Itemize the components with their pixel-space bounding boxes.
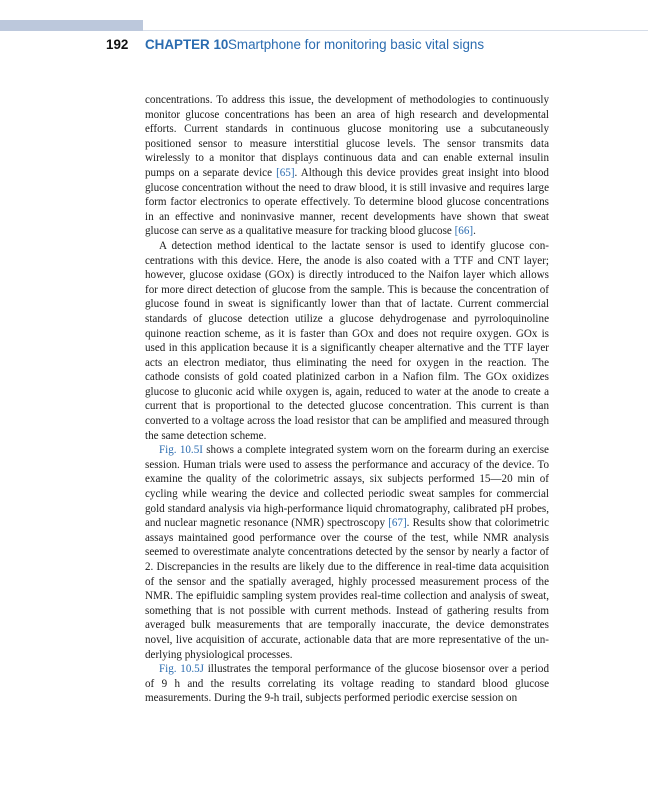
paragraph-text: . Results show that colorimetric assays maintained good performance over the course of the test, while NMR analysis seemed to overestimate analyte concentrations detected by the sensor by nearly a factor of 2. Discrepancies in the results are likely due to the difference in real-time data acquisition of the sensor and the spatially averaged, highly processed measurement process of the NMR. The epifluidic sampling system provides real-time collection and analysis of sweat, something that is not possible with current methods. Instead of gathering results from averaged bulk measurements that are temporally inaccurate, the device demonstrates novel, live acquisition of accurate, actionable data that are more representative of the underlying physiological processes.: [145, 517, 550, 661]
paragraph-text: concentrations. To address this issue, the development of methodologies to continuously monitor glucose concentrations has been an area of high research and developmental efforts. Current standards in continuous glucose monitoring use a subcutaneously positioned sensor to measure interstitial glucose levels. The sensor transmits data wirelessly to a monitor that displays continuous data and can enable external insulin pumps on a separate device: [145, 94, 549, 179]
chapter-title: Smartphone for monitoring basic vital signs: [228, 37, 485, 52]
reference-link[interactable]: Fig. 10.5I: [159, 444, 203, 457]
reference-link[interactable]: [66]: [454, 225, 474, 238]
chapter-label: CHAPTER 10: [145, 37, 229, 52]
page-number: 192: [106, 37, 129, 52]
running-header: [0, 36, 648, 54]
reference-link[interactable]: Fig. 10.5J: [159, 663, 204, 676]
body-text: [145, 93, 549, 706]
reference-link[interactable]: [67]: [388, 517, 407, 530]
paragraph: [145, 93, 549, 239]
paragraph-text: .: [473, 225, 476, 238]
paragraph-text: . Although this device provides great insight into blood glucose concentration without the need to draw blood, it is still invasive and requires large form factor electronics to operate effectively. To determine blood glucose concentrations in an effective and noninvasive manner, recent developments have shown that sweat glucose can serve as a qualitative measure for tracking blood glucose: [145, 166, 549, 238]
paragraph-text: shows a complete integrated system worn on the forearm during an exercise session. Human trials were used to assess the performance and accuracy of the device. To examine the quality of the colorimetric assays, six subjects performed 15—20 min of cycling while wearing the device and collected periodic sweat samples for commercial gold standard analysis via high-performance liquid chromatography, calibrated pH probes, and nuclear magnetic resonance (NMR) spectroscopy: [145, 444, 549, 530]
reference-link[interactable]: [65]: [276, 166, 295, 179]
header-accent-bar: [0, 20, 143, 31]
paragraph: [145, 443, 549, 662]
paragraph: [145, 662, 549, 706]
header-rule: [143, 30, 648, 31]
paragraph-text: illustrates the temporal performance of the glucose biosensor over a period of 9 h and the results correlating its voltage reading to standard blood glucose measurements. During the 9-h trail, subjects performed periodic exercise session on: [145, 663, 549, 705]
paragraph: [145, 239, 549, 443]
paragraph-text: A detection method identical to the lactate sensor is used to identify glucose concentrations with this device. Here, the anode is also coated with a TTF and CNT layer; however, glucose oxidase (GOx) is directly introduced to the Naifon layer which allows for more direct detection of glucose from the sample. This is because the concentration of glucose found in sweat is significantly lower than that of lactate. Current commercial standards of glucose detection utilize a glucose dehydrogenase and pyrroloquinoline quinone reaction scheme, as it is faster than GOx and does not require oxygen. GOx is used in this application because it is a significantly cheaper alternative and the TTF layer acts an electron mediator, thus eliminating the need for oxygen in the reaction. The cathode consists of gold coated platinized carbon in a Nafion film. The GOx oxidizes glucose to gluconic acid while oxygen is, again, reduced to water at the anode to create a current that is proportional to the detected glucose concentration. This current is than converted to a voltage across the load resistor that can be amplified and measured through the same detection scheme.: [145, 239, 549, 442]
